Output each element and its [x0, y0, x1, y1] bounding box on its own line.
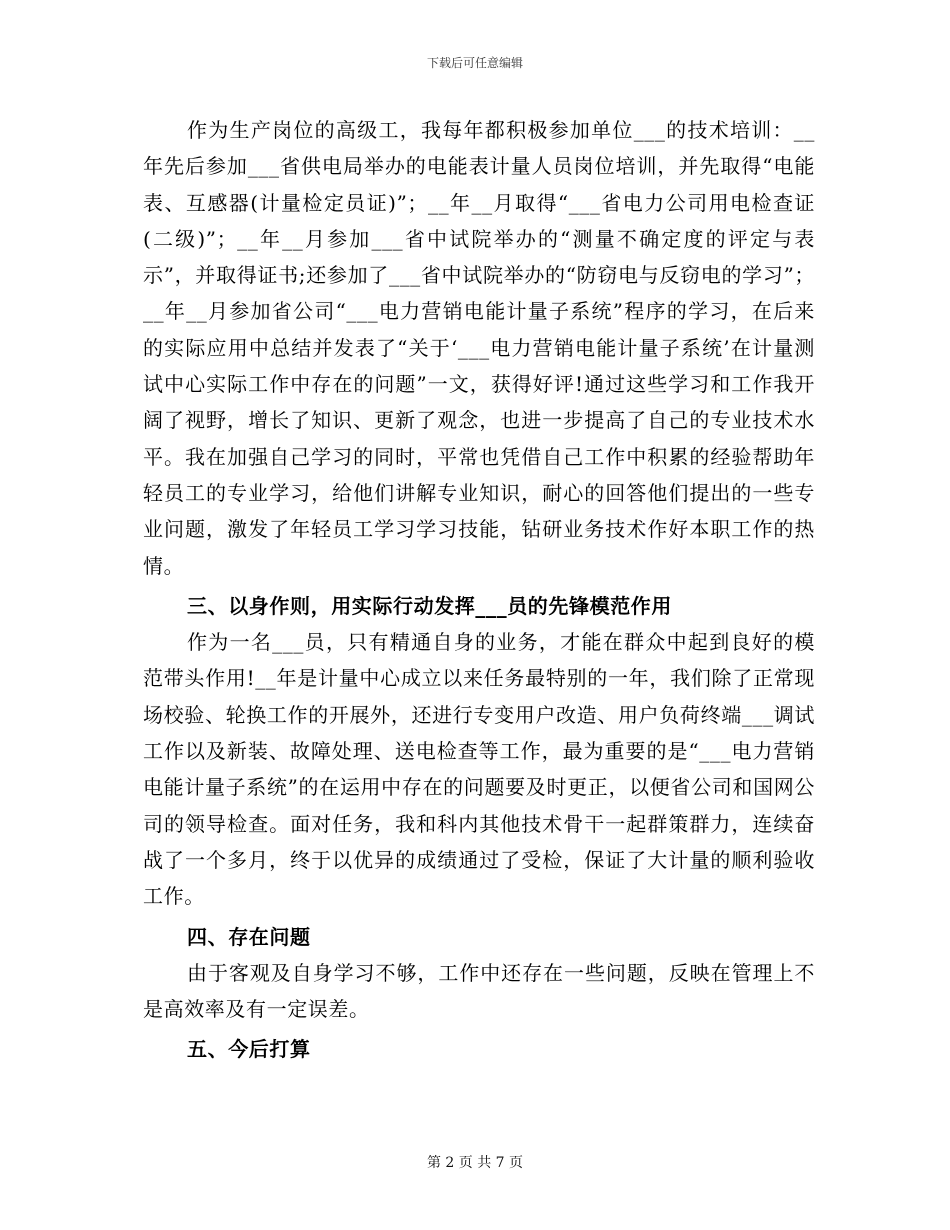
section-heading-5: 五、今后打算 [187, 1037, 311, 1062]
document-body [143, 112, 815, 1068]
paragraph-training: 作为生产岗位的高级工，我每年都积极参加单位___的技术培训：__年先后参加___省供电局举办的电能表计量人员岗位培训，并先取得“电能表、互感器(计量检定员证)”；__年__月取得“___省电力公司用电检查证(二级)”；__年__月参加___省中试院举办的“测量不确定度的评定与表示”，并取得证书;还参加了___省中试院举办的“防窃电与反窃电的学习”；__年__月参加省公司“___电力营销电能计量子系统”程序的学习，在后来的实际应用中总结并发表了“关于‘___电力营销电能计量子系统’在计量测试中心实际工作中存在的问题”一文，获得好评!通过这些学习和工作我开阔了视野，增长了知识、更新了观念，也进一步提高了自己的专业技术水平。我在加强自己学习的同时，平常也凭借自己工作中积累的经验帮助年轻员工的专业学习，给他们讲解专业知识，耐心的回答他们提出的一些专业问题，激发了年轻员工学习学习技能，钻研业务技术作好本职工作的热情。 [143, 118, 815, 578]
paragraph-role-model: 作为一名___员，只有精通自身的业务，才能在群众中起到良好的模范带头作用!__年是计量中心成立以来任务最特别的一年，我们除了正常现场校验、轮换工作的开展外，还进行专变用户改造、用户负荷终端___调试工作以及新装、故障处理、送电检查等工作，最为重要的是“___电力营销电能计量子系统”的在运用中存在的问题要及时更正，以便省公司和国网公司的领导检查。面对任务，我和科内其他技术骨干一起群策群力，连续奋战了一个多月，终于以优异的成绩通过了受检，保证了大计量的顺利验收工作。 [143, 630, 815, 909]
paragraph-problems: 由于客观及自身学习不够，工作中还存在一些问题，反映在管理上不是高效率及有一定误差。 [143, 960, 815, 1022]
page-number: 第 2 页 共 7 页 [426, 1155, 524, 1171]
page-header-note: 下载后可任意编辑 [426, 56, 523, 70]
section-heading-3: 三、以身作则，用实际行动发挥___员的先锋模范作用 [187, 593, 672, 618]
section-heading-4: 四、存在问题 [187, 924, 311, 949]
